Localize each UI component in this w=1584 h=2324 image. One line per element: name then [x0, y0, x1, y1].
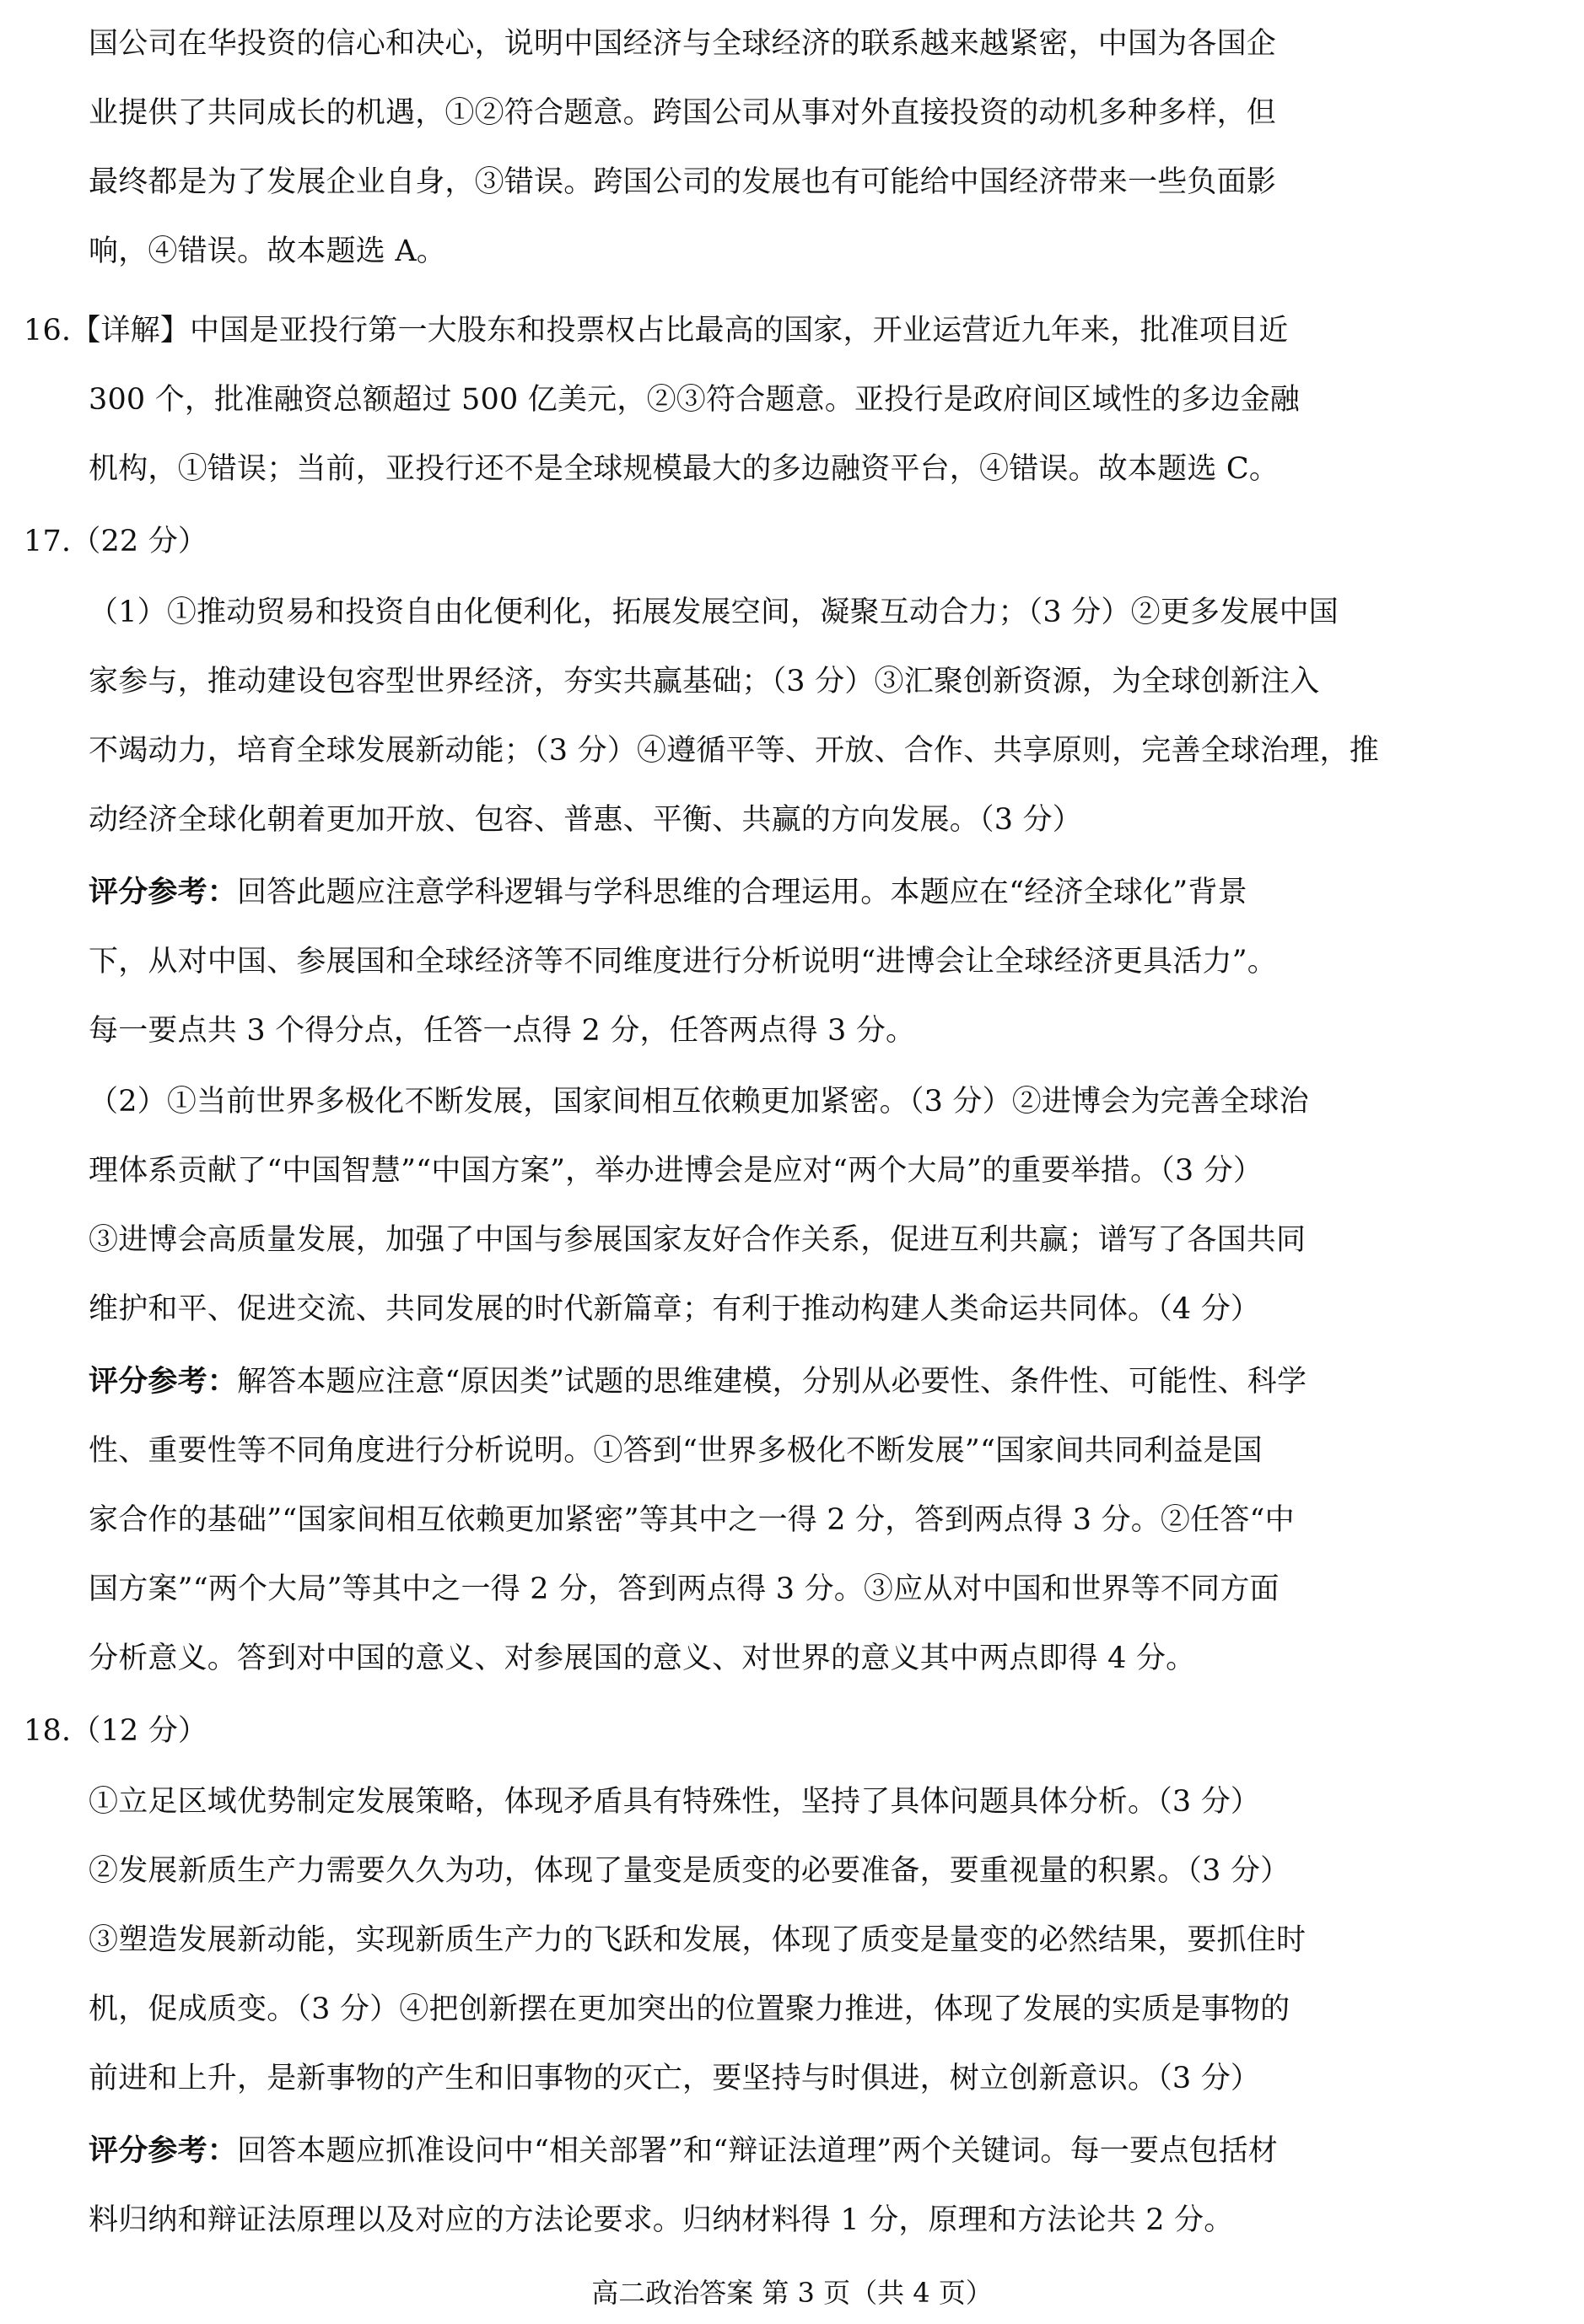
answer-line	[89, 594, 1339, 631]
scoring-reference-line	[89, 874, 1247, 911]
answer-line	[89, 1502, 1295, 1539]
scoring-reference-label: 评分参考：	[89, 875, 238, 909]
line-text: 料归纳和辩证法原理以及对应的方法论要求。归纳材料得 1 分，原理和方法论共 2 分。	[89, 2203, 1234, 2237]
answer-line	[89, 663, 1320, 700]
line-text: 家合作的基础”“国家间相互依赖更加紧密”等其中之一得 2 分，答到两点得 3 分。②任答“中	[89, 1503, 1295, 1537]
answer-line	[89, 943, 1277, 980]
answer-line	[89, 1291, 1260, 1328]
line-text: 前进和上升，是新事物的产生和旧事物的灭亡，要坚持与时俱进，树立创新意识。（3 分）	[89, 2062, 1261, 2095]
answer-line	[89, 1432, 1263, 1469]
scoring-reference-line	[89, 1363, 1307, 1400]
line-text: 回答本题应抓准设问中“相关部署”和“辩证法道理”两个关键词。每一要点包括材	[237, 2134, 1278, 2168]
answer-line	[89, 1083, 1309, 1120]
line-text: 机构，①错误；当前，亚投行还不是全球规模最大的多边融资平台，④错误。故本题选 C。	[89, 452, 1280, 486]
scoring-reference-line	[89, 2133, 1278, 2170]
line-text: 响，④错误。故本题选 A。	[89, 235, 447, 268]
line-text: ③进博会高质量发展，加强了中国与参展国家友好合作关系，促进互利共赢；谱写了各国共同	[89, 1223, 1307, 1257]
answer-line	[24, 1712, 207, 1750]
line-text: 家参与，推动建设包容型世界经济，夯实共赢基础；（3 分）③汇聚创新资源，为全球创新注入	[89, 665, 1320, 698]
line-text: 17.（22 分）	[24, 525, 208, 558]
answer-line	[89, 1152, 1263, 1189]
line-text: 最终都是为了发展企业自身，③错误。跨国公司的发展也有可能给中国经济带来一些负面影	[89, 165, 1277, 199]
line-text: 动经济全球化朝着更加开放、包容、普惠、平衡、共赢的方向发展。（3 分）	[89, 803, 1082, 837]
line-text: 性、重要性等不同角度进行分析说明。①答到“世界多极化不断发展”“国家间共同利益是国	[89, 1434, 1263, 1468]
answer-line	[89, 164, 1276, 201]
line-text: 理体系贡献了“中国智慧”“中国方案”，举办进博会是应对“两个大局”的重要举措。（3 分）	[89, 1154, 1263, 1188]
answer-line	[24, 523, 207, 560]
answer-line	[89, 2202, 1233, 2239]
answer-line	[89, 1852, 1290, 1890]
line-text: 分析意义。答到对中国的意义、对参展国的意义、对世界的意义其中两点即得 4 分。	[89, 1642, 1196, 1675]
answer-line	[89, 94, 1276, 132]
line-text: 不竭动力，培育全球发展新动能；（3 分）④遵循平等、开放、合作、共享原则，完善全球治理，推	[89, 734, 1379, 768]
answer-line	[89, 1783, 1260, 1820]
line-text: 维护和平、促进交流、共同发展的时代新篇章；有利于推动构建人类命运共同体。（4 分）	[89, 1292, 1261, 1326]
answer-line	[89, 1922, 1306, 1959]
line-text: 每一要点共 3 个得分点，任答一点得 2 分，任答两点得 3 分。	[89, 1014, 916, 1048]
line-text: 16.【详解】中国是亚投行第一大股东和投票权占比最高的国家，开业运营近九年来，批准项目近	[24, 314, 1289, 348]
line-text: （2）①当前世界多极化不断发展，国家间相互依赖更加紧密。（3 分）②进博会为完善全球治	[89, 1085, 1309, 1119]
line-text: 国公司在华投资的信心和决心，说明中国经济与全球经济的联系越来越紧密，中国为各国企	[89, 27, 1277, 61]
line-text: ③塑造发展新动能，实现新质生产力的飞跃和发展，体现了质变是量变的必然结果，要抓住时	[89, 1923, 1307, 1957]
line-text: 国方案”“两个大局”等其中之一得 2 分，答到两点得 3 分。③应从对中国和世界等不同方面	[89, 1572, 1280, 1606]
line-text: （1）①推动贸易和投资自由化便利化，拓展发展空间，凝聚互动合力；（3 分）②更多发展中国	[89, 596, 1339, 629]
answer-line	[89, 1571, 1280, 1608]
answer-line	[89, 732, 1379, 769]
line-text: 300 个，批准融资总额超过 500 亿美元，②③符合题意。亚投行是政府间区域性的多边金融	[89, 383, 1300, 417]
answer-line	[89, 233, 446, 270]
answer-line	[89, 1640, 1195, 1677]
line-text: 下，从对中国、参展国和全球经济等不同维度进行分析说明“进博会让全球经济更具活力”。	[89, 945, 1277, 979]
line-text: 业提供了共同成长的机遇，①②符合题意。跨国公司从事对外直接投资的动机多种多样，但	[89, 96, 1277, 130]
answer-line	[89, 25, 1276, 62]
answer-line	[89, 450, 1279, 488]
line-text: 18.（12 分）	[24, 1714, 208, 1748]
line-text: ②发展新质生产力需要久久为功，体现了量变是质变的必要准备，要重视量的积累。（3 分）	[89, 1854, 1290, 1888]
scoring-reference-label: 评分参考：	[89, 1364, 238, 1399]
line-text: ①立足区域优势制定发展策略，体现矛盾具有特殊性，坚持了具体问题具体分析。（3 分）	[89, 1785, 1261, 1819]
answer-line	[89, 1991, 1290, 2028]
answer-line	[24, 312, 1288, 349]
page-footer: 高二政治答案 第 3 页（共 4 页）	[591, 2277, 993, 2309]
answer-line	[89, 801, 1082, 838]
line-text: 解答本题应注意“原因类”试题的思维建模，分别从必要性、条件性、可能性、科学	[237, 1365, 1307, 1399]
scoring-reference-label: 评分参考：	[89, 2133, 238, 2168]
line-text: 回答此题应注意学科逻辑与学科思维的合理运用。本题应在“经济全球化”背景	[237, 876, 1247, 909]
answer-line	[89, 2060, 1260, 2097]
answer-line	[89, 1012, 915, 1049]
answer-line	[89, 381, 1300, 418]
answer-line	[89, 1221, 1306, 1259]
line-text: 机，促成质变。（3 分）④把创新摆在更加突出的位置聚力推进，体现了发展的实质是事物的	[89, 1992, 1290, 2026]
